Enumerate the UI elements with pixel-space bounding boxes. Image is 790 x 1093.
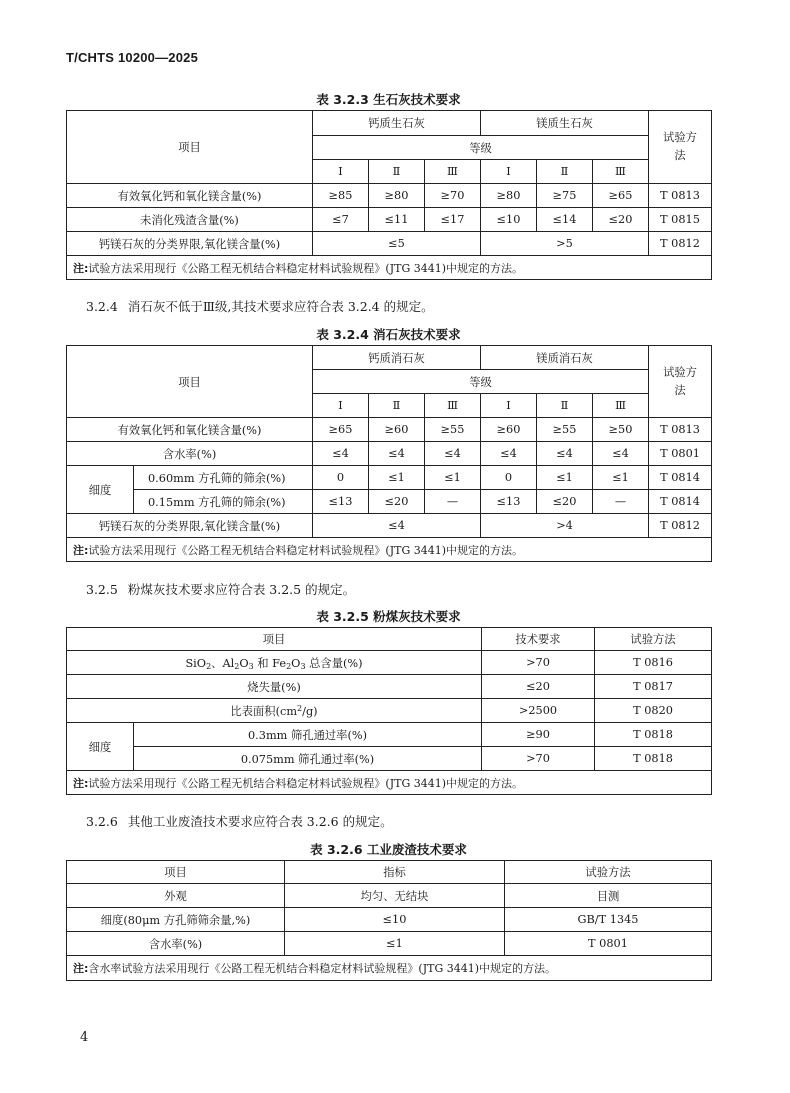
table-note [67, 771, 712, 795]
cell: >5 [481, 232, 649, 256]
note-prefix: 注: [73, 261, 89, 275]
table-row [67, 675, 712, 699]
header-test-method: 试验方法 [649, 346, 712, 418]
table-row [67, 232, 712, 256]
table-3-2-5 [66, 627, 712, 795]
cell: ≥90 [482, 723, 595, 747]
table-3-2-6 [66, 860, 712, 981]
clause-number: 3.2.4 [86, 299, 118, 314]
table-row [67, 466, 712, 490]
header-grade: 等级 [313, 370, 649, 394]
header-magnesium-slaked-lime: 镁质消石灰 [481, 346, 649, 370]
cell: ≤13 [313, 490, 369, 514]
table-row [67, 184, 712, 208]
clause-number: 3.2.6 [86, 814, 118, 829]
fineness-label: 细度 [67, 466, 134, 514]
cell: ≤1 [593, 466, 649, 490]
cell: >2500 [482, 699, 595, 723]
cell: ≤7 [313, 208, 369, 232]
table-caption-3-2-5: 表 3.2.5 粉煤灰技术要求 [316, 609, 461, 624]
cell: ≤1 [369, 466, 425, 490]
cell: ≤10 [285, 908, 505, 932]
header-item: 项目 [67, 861, 285, 884]
label-part: SiO [185, 656, 207, 670]
cell: ≥70 [425, 184, 481, 208]
cell: 0 [481, 466, 537, 490]
table-row [67, 651, 712, 675]
table-row [67, 908, 712, 932]
cell: >70 [482, 747, 595, 771]
subscript: 3 [300, 661, 306, 671]
header-technical-requirement: 技术要求 [482, 628, 595, 651]
table-row [67, 699, 712, 723]
row-label: 钙镁石灰的分类界限,氧化镁含量(%) [67, 232, 313, 256]
cell: 0 [313, 466, 369, 490]
test-method-cell: T 0820 [595, 699, 712, 723]
test-method-cell: T 0813 [649, 184, 712, 208]
table-caption-3-2-3: 表 3.2.3 生石灰技术要求 [316, 92, 461, 107]
cell: ≥60 [369, 418, 425, 442]
cell: ≥65 [313, 418, 369, 442]
note-text: 试验方法采用现行《公路工程无机结合料稳定材料试验规程》(JTG 3441)中规定的方法。 [88, 543, 524, 557]
cell: ≤14 [537, 208, 593, 232]
test-method-cell: T 0815 [649, 208, 712, 232]
row-label: 含水率(%) [67, 442, 313, 466]
grade-3: Ⅲ [425, 160, 481, 184]
cell: >70 [482, 651, 595, 675]
cell: ≤4 [369, 442, 425, 466]
label-part: O [239, 656, 249, 670]
clause-text: 其他工业废渣技术要求应符合表 3.2.6 的规定。 [127, 814, 393, 829]
cell: ≤1 [537, 466, 593, 490]
header-grade: 等级 [313, 136, 649, 160]
test-method-cell: T 0813 [649, 418, 712, 442]
table-row [67, 418, 712, 442]
table-row [67, 208, 712, 232]
clause-3-2-5 [86, 580, 355, 598]
table-caption-3-2-4: 表 3.2.4 消石灰技术要求 [316, 327, 461, 342]
cell: ≥80 [369, 184, 425, 208]
cell: — [425, 490, 481, 514]
cell: ≤17 [425, 208, 481, 232]
cell: ≥65 [593, 184, 649, 208]
row-label [67, 699, 482, 723]
cell: ≤4 [313, 442, 369, 466]
label-part: 、Al [211, 656, 235, 670]
cell: >4 [481, 514, 649, 538]
cell: ≤4 [593, 442, 649, 466]
cell: ≤4 [425, 442, 481, 466]
cell: ≤20 [537, 490, 593, 514]
note-prefix: 注: [73, 962, 89, 975]
table-row [67, 884, 712, 908]
cell: 均匀、无结块 [285, 884, 505, 908]
header-test-method: 试验方法 [595, 628, 712, 651]
row-label: 钙镁石灰的分类界限,氧化镁含量(%) [67, 514, 313, 538]
grade-1: Ⅰ [481, 394, 537, 418]
label-part: 比表面积(cm [230, 704, 298, 718]
cell: ≤13 [481, 490, 537, 514]
header-calcium-slaked-lime: 钙质消石灰 [313, 346, 481, 370]
cell: ≥55 [425, 418, 481, 442]
grade-1: Ⅰ [313, 160, 369, 184]
table-note [67, 538, 712, 562]
grade-1: Ⅰ [481, 160, 537, 184]
test-method-cell: T 0812 [649, 514, 712, 538]
header-item: 项目 [67, 628, 482, 651]
test-method-cell: T 0818 [595, 723, 712, 747]
cell: ≤4 [313, 514, 481, 538]
header-test-method: 试验方法 [649, 111, 712, 184]
clause-text: 粉煤灰技术要求应符合表 3.2.5 的规定。 [127, 582, 356, 597]
table-caption-3-2-6: 表 3.2.6 工业废渣技术要求 [310, 842, 467, 857]
grade-3: Ⅲ [593, 394, 649, 418]
superscript: 2 [297, 703, 303, 713]
table-note [67, 956, 712, 981]
subscript: 3 [248, 661, 254, 671]
cell: ≥80 [481, 184, 537, 208]
fineness-label: 细度 [67, 723, 134, 771]
test-method-cell: T 0818 [595, 747, 712, 771]
header-test-method: 试验方法 [505, 861, 712, 884]
table-3-2-4 [66, 345, 712, 562]
row-label: 外观 [67, 884, 285, 908]
label-part: /g) [302, 704, 318, 718]
cell: ≥50 [593, 418, 649, 442]
subscript: 2 [206, 661, 212, 671]
cell: ≤20 [369, 490, 425, 514]
cell: ≤4 [481, 442, 537, 466]
cell: ≤20 [482, 675, 595, 699]
table-row [67, 723, 712, 747]
grade-2: Ⅱ [369, 160, 425, 184]
cell: ≥55 [537, 418, 593, 442]
row-label: 含水率(%) [67, 932, 285, 956]
grade-1: Ⅰ [313, 394, 369, 418]
grade-2: Ⅱ [537, 160, 593, 184]
clause-3-2-4 [86, 297, 434, 315]
label-part: 总含量(%) [305, 656, 363, 670]
cell: ≥60 [481, 418, 537, 442]
table-row [67, 514, 712, 538]
header-calcium-quicklime: 钙质生石灰 [313, 111, 481, 136]
note-prefix: 注: [73, 543, 89, 557]
row-label: 0.3mm 筛孔通过率(%) [134, 723, 482, 747]
test-method-cell: T 0814 [649, 490, 712, 514]
row-label: 未消化残渣含量(%) [67, 208, 313, 232]
row-label: 烧失量(%) [67, 675, 482, 699]
test-method-cell: T 0814 [649, 466, 712, 490]
cell: ≤5 [313, 232, 481, 256]
test-method-cell: 目测 [505, 884, 712, 908]
table-row [67, 747, 712, 771]
table-3-2-3 [66, 110, 712, 280]
table-row [67, 490, 712, 514]
row-label: 0.15mm 方孔筛的筛余(%) [134, 490, 313, 514]
note-prefix: 注: [73, 776, 89, 790]
cell: ≤1 [285, 932, 505, 956]
row-label: 0.075mm 筛孔通过率(%) [134, 747, 482, 771]
grade-3: Ⅲ [425, 394, 481, 418]
grade-2: Ⅱ [369, 394, 425, 418]
cell: ≤20 [593, 208, 649, 232]
test-method-cell: T 0817 [595, 675, 712, 699]
header-item: 项目 [67, 111, 313, 184]
cell: ≤4 [537, 442, 593, 466]
header-item: 项目 [67, 346, 313, 418]
cell: ≤11 [369, 208, 425, 232]
standard-code-header: T/CHTS 10200—2025 [66, 50, 199, 65]
test-method-cell: T 0812 [649, 232, 712, 256]
header-magnesium-quicklime: 镁质生石灰 [481, 111, 649, 136]
label-part: O [291, 656, 301, 670]
test-method-cell: T 0801 [649, 442, 712, 466]
row-label [67, 651, 482, 675]
note-text: 试验方法采用现行《公路工程无机结合料稳定材料试验规程》(JTG 3441)中规定的方法。 [88, 776, 524, 790]
cell: ≤1 [425, 466, 481, 490]
label-part: 和 Fe [253, 656, 287, 670]
clause-3-2-6 [86, 812, 393, 830]
cell: ≥75 [537, 184, 593, 208]
subscript: 2 [286, 661, 292, 671]
grade-3: Ⅲ [593, 160, 649, 184]
clause-text: 消石灰不低于Ⅲ级,其技术要求应符合表 3.2.4 的规定。 [127, 299, 434, 314]
test-method-cell: T 0801 [505, 932, 712, 956]
table-row [67, 932, 712, 956]
note-text: 含水率试验方法采用现行《公路工程无机结合料稳定材料试验规程》(JTG 3441)中规定的方法。 [88, 962, 557, 975]
table-note [67, 256, 712, 280]
grade-2: Ⅱ [537, 394, 593, 418]
note-text: 试验方法采用现行《公路工程无机结合料稳定材料试验规程》(JTG 3441)中规定的方法。 [88, 261, 524, 275]
row-label: 有效氧化钙和氧化镁含量(%) [67, 418, 313, 442]
cell: — [593, 490, 649, 514]
table-row [67, 442, 712, 466]
test-method-cell: GB/T 1345 [505, 908, 712, 932]
test-method-cell: T 0816 [595, 651, 712, 675]
subscript: 2 [234, 661, 240, 671]
row-label: 细度(80μm 方孔筛筛余量,%) [67, 908, 285, 932]
clause-number: 3.2.5 [86, 582, 118, 597]
cell: ≥85 [313, 184, 369, 208]
page-number: 4 [80, 1030, 89, 1045]
cell: ≤10 [481, 208, 537, 232]
row-label: 0.60mm 方孔筛的筛余(%) [134, 466, 313, 490]
header-index: 指标 [285, 861, 505, 884]
row-label: 有效氧化钙和氧化镁含量(%) [67, 184, 313, 208]
